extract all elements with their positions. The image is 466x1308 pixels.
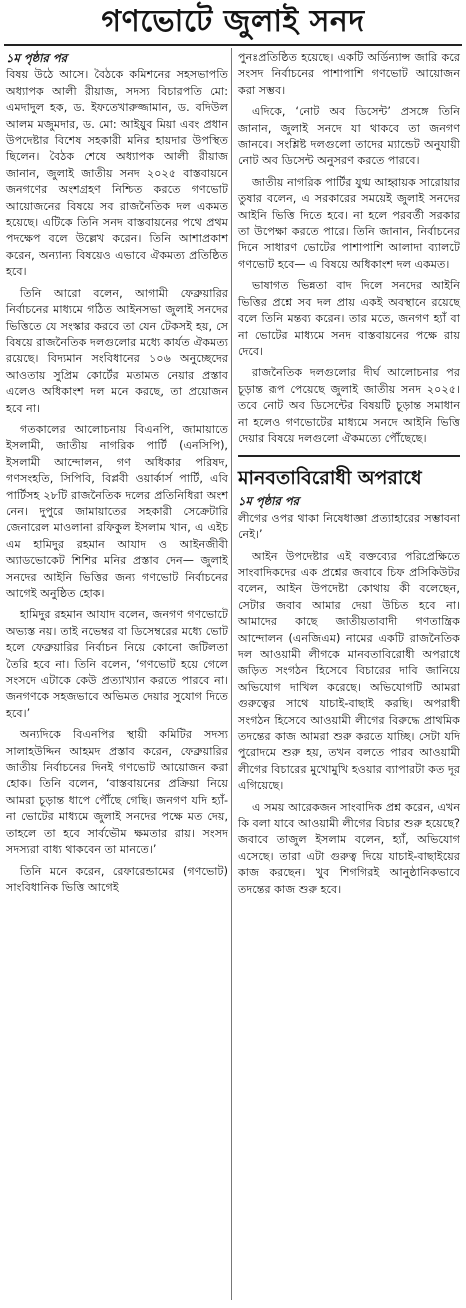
article1-paragraph: গতকালের আলোচনায় বিএনপি, জামায়াতে ইসলামী, জাতীয় নাগরিক পার্টি (এনসিপি), ইসলামী আন্দোলন, গণ অধিকার পরিষদ, গণসংহতি, সিপিবি, বিপ্লবী ওয়ার্কার্স পার্টি, এবি পার্টিসহ ২৮টি রাজনৈতিক দলের প্রতিনিধিরা অংশ নেন। দুপুরে জামায়াতের সহকারী সেক্রেটারি জেনারেল মাওলানা রফিকুল ইসলাম খান, এ এইচ এম হামিদুর রহমান আযাদ ও আইনজীবী অ্যাডভোকেট শিশির মনির প্রস্তাব দেন— জুলাই সনদের আইনি ভিত্তির জন্য গণভোট নির্বাচনের আগেই অনুষ্ঠিত হোক।	[6, 422, 228, 600]
article1-paragraph: এদিকে, ‘নোট অব ডিসেন্ট’ প্রসঙ্গে তিনি জানান, জুলাই সনদে যা থাকবে তা জনগণ জানবে। সংশ্লিষ্ট দলগুলো তাদের ম্যান্ডেট অনুযায়ী নোট অব ডিসেন্ট অনুসরণ করতে পারবে।	[238, 105, 460, 168]
article1-paragraph: তিনি আরো বলেন, আগামী ফেব্রুয়ারির নির্বাচনের মাধ্যমে গঠিত আইনসভা জুলাই সনদের ভিত্তিতে যে সংস্কার করবে তা যেন টেকসই হয়, সে বিষয়ে রাজনৈতিক দলগুলোর মধ্যে কার্যত ঐকমত্য রয়েছে। বিদ্যমান সংবিধানের ১০৬ অনুচ্ছেদের আওতায় সুপ্রিম কোর্টের মতামত নেয়ার প্রস্তাব এলেও অধিকাংশ দল মনে করছে, তা প্রয়োজন হবে না।	[6, 286, 228, 415]
article1-paragraph: ভাষাগত ভিন্নতা বাদ দিলে সনদের আইনি ভিত্তির প্রশ্নে সব দল প্রায় একই অবস্থানে রয়েছে বলে তিনি মন্তব্য করেন। তার মতে, জনগণ হ্যাঁ বা না ভোটের মাধ্যমে সনদ বাস্তবায়নের পক্ষে রায় দেবে।	[238, 279, 460, 358]
column-separator	[231, 48, 232, 1300]
headline-rule	[4, 44, 462, 46]
article1-jump-label: ১ম পৃষ্ঠার পর	[6, 51, 67, 65]
article2-paragraph: লীগের ওপর থাকা নিষেধাজ্ঞা প্রত্যাহারের সম্ভাবনা নেই।’	[238, 511, 460, 542]
article1-left-column	[6, 50, 228, 901]
article2-jump-label: ১ম পৃষ্ঠার পর	[238, 494, 299, 509]
article1-paragraph: বিষয় উঠে আসে। বৈঠকে কমিশনের সহসভাপতি অধ্যাপক আলী রীয়াজ, সদস্য বিচারপতি মো: এমদাদুল হক, ড. ইফতেখারুজ্জামান, ড. বদিউল আলম মজুমদার, ড. মো: আইয়ুব মিয়া এবং প্রধান উপদেষ্টার বিশেষ সহকারী মনির হায়দার উপস্থিত ছিলেন। বৈঠক শেষে অধ্যাপক আলী রীয়াজ জানান, জুলাই জাতীয় সনদ ২০২৫ বাস্তবায়নে জনগণের অংশগ্রহণ নিশ্চিত করতে গণভোট আয়োজনের বিষয়ে সব রাজনৈতিক দল একমত হয়েছে। এটিকে তিনি সনদ বাস্তবায়নের পথে প্রথম পদক্ষেপ বলে উল্লেখ করেন। তিনি আশাপ্রকাশ করেন, অন্যান্য বিষয়েও এভাবে ঐকমত্য প্রতিষ্ঠিত হবে।	[6, 68, 228, 279]
article1-paragraph: জাতীয় নাগরিক পার্টির যুগ্ম আহ্বায়ক সারোয়ার তুষার বলেন, এ সরকারের সময়েই জুলাই সনদের আইনি ভিত্তি দিতে হবে। না হলে পরবর্তী সরকার তা উপেক্ষা করতে পারে। তিনি জানান, নির্বাচনের দিনে সাধারণ ভোটের পাশাপাশি আলাদা ব্যালটে গণভোট হবে— এ বিষয়ে অধিকাংশ দল একমত।	[238, 175, 460, 271]
article-divider	[238, 455, 460, 457]
article1-paragraph: অন্যদিকে বিএনপির স্থায়ী কমিটির সদস্য সালাহউদ্দিন আহমদ প্রস্তাব করেন, ফেব্রুয়ারির জাতীয় নির্বাচনের দিনই গণভোট আয়োজন করা হোক। তিনি বলেন, ‘বাস্তবায়নের প্রক্রিয়া নিয়ে আমরা চূড়ান্ত ধাপে পৌঁছে গেছি। জনগণ যদি হ্যাঁ-না ভোটের মাধ্যমে জুলাই সনদের পক্ষে মত দেয়, তাহলে তা হবে সার্বভৌম ক্ষমতার রায়। সংসদ সদস্যরা বাধ্য থাকবেন তা মানতে।’	[6, 728, 228, 857]
article2-paragraph: এ সময় আরেকজন সাংবাদিক প্রশ্ন করেন, এখন কি বলা যাবে আওয়ামী লীগের বিচার শুরু হয়েছে? জবাবে তাজুল ইসলাম বলেন, হ্যাঁ, অভিযোগ এসেছে। তারা এটা গুরুত্ব দিয়ে যাচাই-বাছাইয়ের কাজ করছেন। খুব শিগগিরই আনুষ্ঠানিকভাবে তদন্তের কাজ শুরু হবে।	[238, 800, 460, 896]
page-headline: গণভোটে জুলাই সনদ	[101, 4, 365, 39]
article1-paragraph: হামিদুর রহমান আযাদ বলেন, জনগণ গণভোটে অভ্যস্ত নয়। তাই নভেম্বর বা ডিসেম্বরের মধ্যে ভোট হলে ফেব্রুয়ারির নির্বাচন নিয়ে কোনো জটিলতা তৈরি হবে না। তিনি বলেন, ‘গণভোট হয়ে গেলে সংসদে এটাকে কেউ প্রত্যাখ্যান করতে পারবে না। জনগণকে সহজভাবে অভিমত দেয়ার সুযোগ দিতে হবে।’	[6, 608, 228, 720]
right-column	[238, 50, 460, 903]
article1-paragraph: তিনি মনে করেন, রেফারেন্ডামের (গণভোট) সাংবিধানিক ভিত্তি আগেই	[6, 864, 228, 894]
article2-headline: মানবতাবিরোধী অপরাধে	[238, 467, 422, 490]
article1-paragraph: পুনঃপ্রতিষ্ঠিত হয়েছে। একটি অর্ডিন্যান্স জারি করে সংসদ নির্বাচনের পাশাপাশি গণভোট আয়োজন করা সম্ভব।	[238, 51, 460, 97]
article1-paragraph: রাজনৈতিক দলগুলোর দীর্ঘ আলোচনার পর চূড়ান্ত রূপ পেয়েছে জুলাই জাতীয় সনদ ২০২৫। তবে নোট অব ডিসেন্টের বিষয়টি চূড়ান্ত সমাধান না হলেও গণভোটের মাধ্যমে সনদে আইনি ভিত্তি দেয়ার বিষয়ে দলগুলো ঐকমত্যে পৌঁছেছে।	[238, 366, 460, 445]
article2-paragraph: আইন উপদেষ্টার এই বক্তব্যের পরিপ্রেক্ষিতে সাংবাদিকদের এক প্রশ্নের জবাবে চিফ প্রসিকিউটর বলেন, আইন উপদেষ্টা কোথায় কী বলেছেন, সেটার জবাব আমার দেয়া উচিত হবে না। আমাদের কাছে জাতীয়তাবাদী গণতান্ত্রিক আন্দোলন (এনজিএম) নামের একটি রাজনৈতিক দল আওয়ামী লীগকে মানবতাবিরোধী অপরাধে জড়িত সংগঠন হিসেবে বিচারের দাবি জানিয়ে অভিযোগ দাখিল করেছে। অভিযোগটি আমরা গুরুত্বের সাথে যাচাই-বাছাই করছি। অপরাধী সংগঠন হিসেবে আওয়ামী লীগের বিরুদ্ধে প্রাথমিক তদন্তের কাজ আমরা শুরু করতে যাচ্ছি। সেটা যদি পুরোদমে শুরু হয়, তখন বলতে পারব আওয়ামী লীগের বিচারের মুখোমুখি হওয়ার ব্যাপারটা কত দূর এগিয়েছে।	[238, 549, 460, 793]
